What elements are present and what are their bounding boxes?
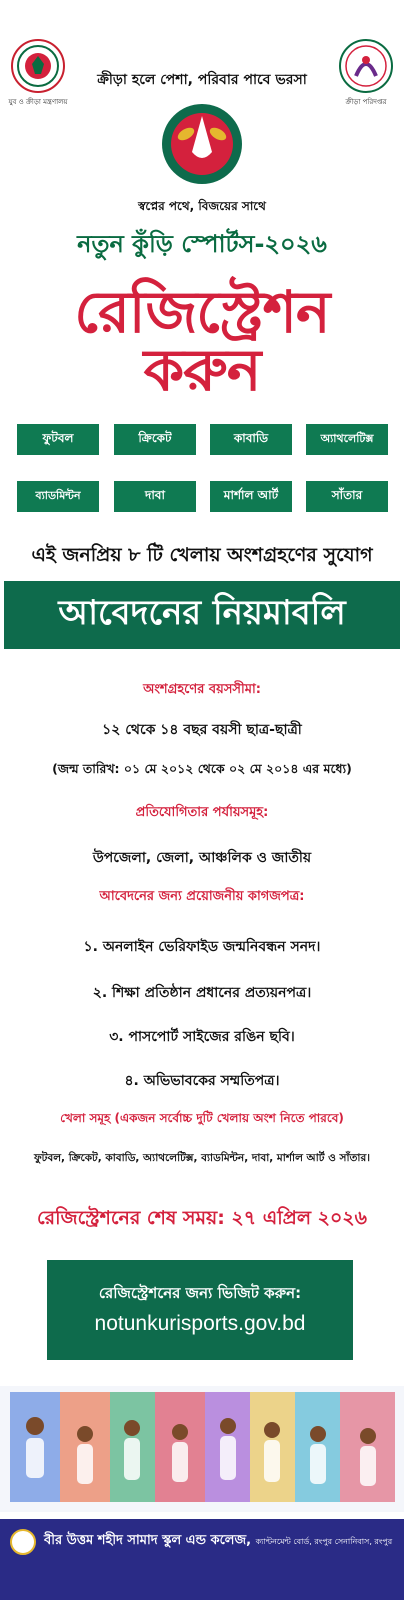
directorate-logo: [338, 38, 394, 94]
notun-kuri-sports-emblem: [150, 102, 254, 186]
school-address: ক্যান্টনমেন্ট বোর্ড, রংপুর সেনানিবাস, রংপুর: [255, 1537, 393, 1546]
ministry-logo: [10, 38, 66, 94]
sport-kabaddi: কাবাডি: [210, 424, 292, 455]
right-logo-caption: ক্রীড়া পরিদপ্তর: [345, 98, 387, 106]
school-name-text: বীর উত্তম শহীদ সামাদ স্কুল এন্ড কলেজ,: [44, 1533, 252, 1548]
registration-deadline: রেজিস্ট্রেশনের শেষ সময়: ২৭ এপ্রিল ২০২৬: [36, 1207, 368, 1229]
sport-athletics: অ্যাথলেটিক্স: [306, 424, 388, 455]
left-logo-caption: যুব ও ক্রীড়া মন্ত্রণালয়: [8, 98, 68, 106]
document-item: ২. শিক্ষা প্রতিষ্ঠান প্রধানের প্রত্যয়নপত্র।: [92, 985, 312, 1001]
register-call: রেজিস্ট্রেশন করুন: [74, 278, 330, 404]
sport-cricket: ক্রিকেট: [114, 424, 196, 455]
document-item: ১. অনলাইন ভেরিফাইড জন্মনিবন্ধন সনদ।: [83, 939, 321, 955]
age-limit-line: ১২ থেকে ১৪ বছর বয়সী ছাত্র-ছাত্রী: [102, 722, 302, 738]
sport-badminton: ব্যাডমিন্টন: [17, 481, 99, 512]
birth-date-range: (জন্ম তারিখ: ০১ মে ২০১২ থেকে ০২ মে ২০১৪ এর মধ্যে): [52, 761, 352, 776]
age-limit-heading: অংশগ্রহণের বয়সসীমা:: [143, 682, 261, 697]
sport-swimming: সাঁতার: [306, 481, 388, 512]
school-name: [44, 1531, 392, 1552]
school-footer: [0, 1519, 404, 1600]
top-slogan: ক্রীড়া হলে পেশা, পরিবার পাবে ভরসা: [97, 72, 307, 88]
second-slogan: স্বপ্নের পথে, বিজয়ের সাথে: [138, 199, 266, 213]
sport-chess: দাবা: [114, 481, 196, 512]
kids-sports-illustration: [0, 1386, 404, 1512]
participation-tagline: এই জনপ্রিয় ৮ টি খেলায় অংশগ্রহণের সুযোগ: [31, 544, 373, 566]
sport-martial-art: মার্শাল আর্ট: [210, 481, 292, 512]
website-url[interactable]: notunkurisports.gov.bd: [94, 1312, 306, 1335]
stages-line: উপজেলা, জেলা, আঞ্চলিক ও জাতীয়: [92, 850, 312, 866]
games-heading: খেলা সমূহ (একজন সর্বোচ্চ দুটি খেলায় অংশ নিতে পারবে): [60, 1111, 344, 1125]
sport-football: ফুটবল: [17, 424, 99, 455]
visit-label: রেজিস্ট্রেশনের জন্য ভিজিট করুন:: [98, 1284, 302, 1302]
document-item: ৪. অভিভাবকের সম্মতিপত্র।: [124, 1073, 280, 1089]
event-title: নতুন কুঁড়ি স্পোর্টস-২০২৬: [77, 230, 327, 258]
documents-heading: আবেদনের জন্য প্রয়োজনীয় কাগজপত্র:: [99, 889, 305, 904]
rules-heading: আবেদনের নিয়মাবলি: [4, 581, 400, 649]
document-item: ৩. পাসপোর্ট সাইজের রঙিন ছবি।: [109, 1029, 295, 1045]
games-line: ফুটবল, ক্রিকেট, কাবাডি, অ্যাথলেটিক্স, ব্যাডমিন্টন, দাবা, মার্শাল আর্ট ও সাঁতার।: [33, 1152, 370, 1164]
school-logo: [10, 1529, 36, 1555]
visit-box: [47, 1260, 353, 1360]
stages-heading: প্রতিযোগিতার পর্যায়সমূহ:: [135, 805, 269, 820]
